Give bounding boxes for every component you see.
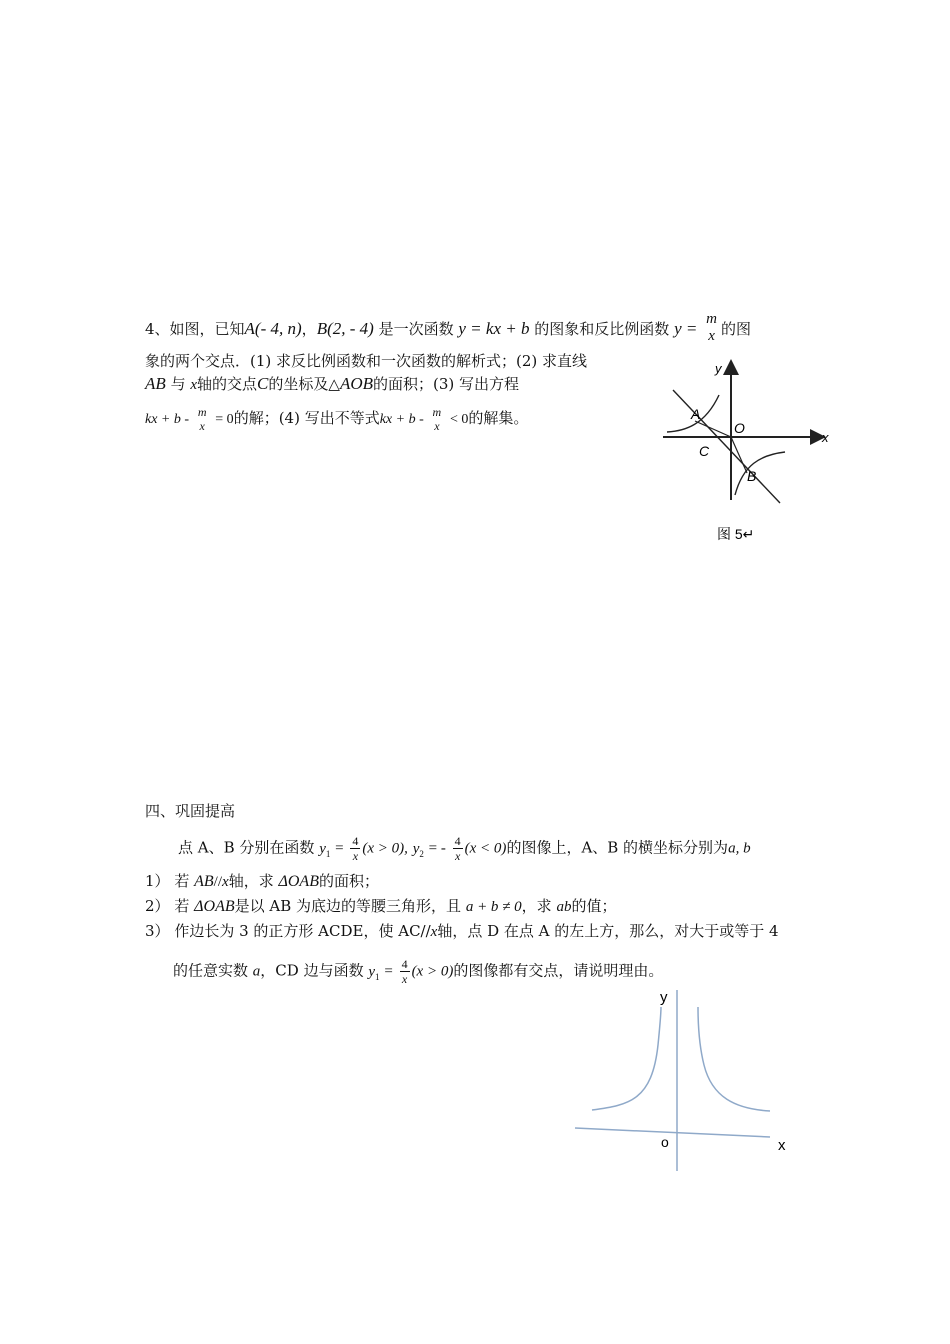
q2-if: 若 [174, 897, 190, 915]
question-3-line1 [145, 921, 779, 942]
fraction-denominator: x [708, 328, 715, 344]
y1-subscript: 1 [325, 848, 331, 859]
text-area-equation: 的面积；(3) 写出方程 [372, 375, 520, 393]
text-and: 与 [170, 375, 186, 393]
inverse-function-lhs: y = [674, 319, 698, 338]
point-c: C [257, 374, 269, 393]
text-axis-intersection: 轴的交点 [197, 375, 258, 393]
text-solve-inequality: 的解；(4) 写出不等式 [233, 409, 380, 427]
figure5-b-label: B [747, 468, 757, 484]
inverse-fraction [704, 311, 719, 345]
q3-y1-letter: y [368, 963, 376, 980]
linear-line [673, 390, 780, 503]
condition-x-positive: (x > 0), [362, 840, 408, 857]
equation-fraction [196, 405, 209, 433]
graph2-x-label: x [778, 1137, 786, 1154]
q3-cd-text: ，CD 边与函数 [260, 961, 364, 980]
question-3-line2 [173, 957, 663, 987]
text-solution-set: 的解集。 [468, 409, 529, 427]
q3-reason-text: 的图像都有交点，请说明理由。 [453, 961, 664, 980]
fraction-numerator: m [706, 311, 717, 327]
problem4-line3 [145, 374, 519, 395]
graph2-left-branch [592, 1007, 661, 1110]
figure5-graph [655, 355, 845, 555]
q3-any-real-text: 的任意实数 [173, 961, 249, 980]
q3-fraction [400, 957, 410, 986]
fraction-denominator: x [454, 849, 461, 863]
inequality-left: kx + b - [379, 412, 424, 427]
problem4-line2: 象的两个交点．(1) 求反比例函数和一次函数的解析式；(2) 求直线 [145, 352, 588, 370]
triangle-aob: AOB [339, 374, 373, 393]
q1-number: 1） [145, 872, 170, 890]
q3-position-text: 轴，点 D 在点 A 的左上方，那么，对大于或等于 4 [437, 922, 779, 940]
problem4-linear-text: 是一次函数 [378, 320, 454, 338]
y1-letter: y [319, 840, 326, 857]
variables-a-b: a, b [728, 840, 751, 857]
hyperbola-branch-lower-right [735, 452, 785, 495]
graph2 [570, 985, 800, 1175]
equals-sign: = [335, 840, 344, 857]
q3-number: 3） [145, 922, 170, 940]
y2-symbol [413, 841, 424, 857]
figure5-y-label: y [715, 361, 722, 376]
intro-text: 点 A、B 分别在函数 [178, 838, 315, 857]
problem4-intro-text: 4、如图，已知 [145, 320, 245, 338]
figure5-a-label: A [691, 406, 701, 422]
q3-y1-subscript: 1 [375, 971, 380, 982]
figure5-caption: 图 5↵ [717, 526, 755, 542]
q2-ab: ab [556, 899, 572, 915]
q2-triangle-oab: ΔOAB [194, 898, 235, 915]
q1-x: x [222, 874, 229, 890]
equation-left: kx + b - [145, 412, 190, 427]
fraction-numerator: m [197, 405, 207, 419]
x-variable: x [190, 377, 198, 393]
fraction-numerator: 4 [454, 834, 461, 848]
q3-condition: (x > 0) [411, 963, 454, 980]
condition-x-negative: (x < 0) [464, 840, 507, 857]
graph2-y-label: y [660, 989, 668, 1006]
q3-square-text: 作边长为 3 的正方形 ACDE，使 AC// [174, 922, 431, 940]
equals-minus: = - [428, 840, 446, 857]
fraction-denominator: x [352, 849, 359, 863]
segment-oa [695, 421, 731, 437]
equation-right: = 0 [215, 412, 234, 427]
linear-function: y = kx + b [458, 319, 530, 338]
inequality-fraction [431, 405, 444, 433]
q2-isosceles-text: 是以 AB 为底边的等腰三角形，且 [234, 897, 462, 915]
fraction-denominator: x [434, 419, 440, 433]
intro-post-text: 的图像上，A、B 的横坐标分别为 [506, 838, 729, 857]
q3-x: x [430, 924, 438, 940]
fraction-denominator: x [401, 972, 408, 986]
point-b: B(2, - 4) [316, 319, 374, 338]
y2-letter: y [412, 840, 420, 857]
q2-number: 2） [145, 897, 170, 915]
point-a: A(- 4, n) [244, 319, 302, 338]
fraction-neg-4-over-x [453, 834, 463, 863]
section4-intro [178, 834, 751, 864]
problem4-line4 [145, 405, 528, 433]
y1-symbol [319, 841, 330, 857]
q1-parallel: // [213, 874, 223, 890]
q1-ab: AB [194, 873, 214, 890]
fraction-4-over-x [350, 834, 360, 863]
fraction-numerator: m [432, 405, 442, 419]
q1-triangle-oab: ΔOAB [278, 873, 319, 890]
q1-area-text: 的面积； [318, 872, 379, 890]
graph2-right-branch [698, 1007, 770, 1111]
segment-ob [731, 437, 747, 473]
fraction-numerator: 4 [401, 957, 408, 971]
text-coordinates: 的坐标及△ [268, 375, 340, 393]
q3-y1-symbol [368, 964, 379, 980]
q2-find-text: ，求 [521, 897, 552, 915]
figure5-x-label: x [822, 430, 829, 445]
problem4-line1-end: 的图 [720, 320, 751, 338]
q2-value-text: 的值； [571, 897, 617, 915]
y2-subscript: 2 [419, 848, 424, 859]
q1-axis-text: 轴，求 [228, 872, 274, 890]
figure5-o-label: O [734, 420, 745, 436]
q3-variable-a: a [252, 963, 261, 980]
q1-if: 若 [174, 872, 190, 890]
section4-heading: 四、巩固提高 [145, 802, 236, 820]
q3-equals: = [384, 963, 393, 980]
figure5-c-label: C [699, 443, 710, 459]
inequality-right: < 0 [450, 412, 469, 427]
question-2 [145, 896, 616, 917]
graph2-x-axis [575, 1128, 770, 1137]
problem4-line1 [145, 313, 751, 347]
question-1 [145, 871, 379, 892]
q2-condition: a + b ≠ 0 [465, 899, 522, 915]
fraction-denominator: x [199, 419, 205, 433]
problem4-inverse-text: 的图象和反比例函数 [534, 320, 670, 338]
fraction-numerator: 4 [352, 834, 359, 848]
graph2-origin-label: o [661, 1134, 669, 1150]
segment-ab: AB [145, 374, 166, 393]
comma: ， [301, 320, 317, 338]
